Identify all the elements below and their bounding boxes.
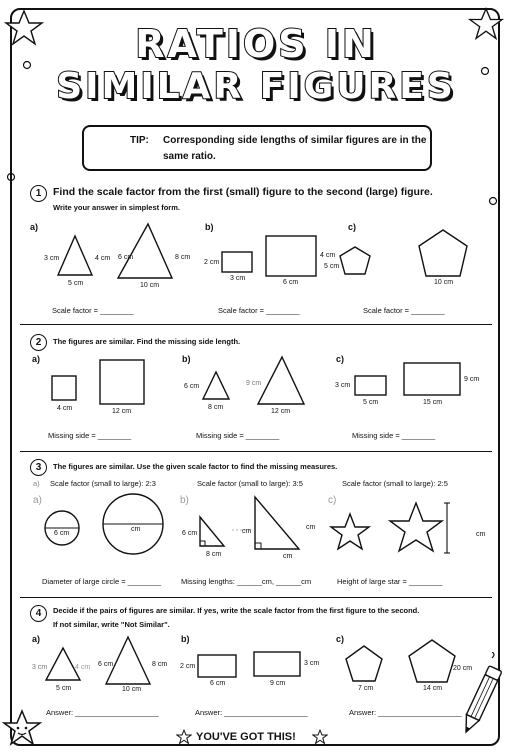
- small-pentagon: [346, 646, 382, 681]
- label: 2 cm: [204, 259, 220, 266]
- part-letter: b): [205, 222, 214, 232]
- pencil-icon: [462, 652, 504, 744]
- label: cm: [476, 531, 486, 538]
- label: cm: [283, 553, 293, 560]
- question-number: 1: [30, 185, 47, 202]
- label: 12 cm: [271, 408, 291, 415]
- label: cm: [242, 528, 252, 535]
- q4-sub: If not similar, write "Not Similar".: [53, 620, 170, 629]
- part-letter: c): [336, 634, 345, 644]
- label: 2 cm: [180, 663, 196, 670]
- part-letter: b): [182, 354, 191, 364]
- label: 6 cm: [98, 661, 114, 668]
- part-letter: a): [33, 479, 40, 488]
- label: 10 cm: [122, 686, 142, 693]
- part-letter: a): [30, 222, 39, 232]
- part-letter: b): [180, 495, 189, 506]
- label: 9 cm: [464, 376, 480, 383]
- label: 5 cm: [324, 263, 340, 270]
- label: 14 cm: [423, 685, 443, 692]
- label: 3 cm: [335, 382, 351, 389]
- label: 5 cm: [68, 280, 84, 287]
- large-pentagon: [409, 640, 455, 682]
- answer-line[interactable]: Diameter of large circle = ________: [42, 577, 162, 586]
- label: 6 cm: [118, 254, 134, 261]
- label: 8 cm: [175, 254, 191, 261]
- label: 15 cm: [423, 399, 443, 406]
- label: 8 cm: [152, 661, 168, 668]
- answer-line[interactable]: Scale factor = ________: [52, 306, 134, 315]
- question-number: 2: [30, 334, 47, 351]
- label: 5 cm: [56, 685, 72, 692]
- label: 4 cm: [75, 664, 91, 671]
- label: 8 cm: [206, 551, 222, 558]
- part-letter: b): [181, 634, 190, 644]
- q4-instruction: Decide if the pairs of figures are similar. If yes, write the scale factor from the first figure to the second.: [53, 606, 420, 615]
- q1-sub: Write your answer in simplest form.: [53, 203, 180, 212]
- part-letter: a): [32, 354, 41, 364]
- answer-line[interactable]: Missing side = ________: [196, 431, 280, 440]
- q1-instruction: Find the scale factor from the first (small) figure to the second (large) figure.: [53, 186, 433, 198]
- label: 12 cm: [112, 408, 132, 415]
- label: 6 cm: [210, 680, 226, 687]
- scale-factor: Scale factor (small to large): 3:5: [197, 479, 303, 488]
- tip-text-line-2: same ratio.: [163, 151, 216, 162]
- label: 20 cm: [453, 665, 473, 672]
- tip-text-line-1: Corresponding side lengths of similar figures are in the: [163, 135, 427, 146]
- answer-line[interactable]: Height of large star = ________: [337, 577, 443, 586]
- footer-message: YOU'VE GOT THIS!: [196, 731, 296, 743]
- label: 7 cm: [358, 685, 374, 692]
- answer-line[interactable]: Missing side = ________: [352, 431, 436, 440]
- label: 8 cm: [208, 404, 224, 411]
- scale-factor: Scale factor (small to large): 2:5: [342, 479, 448, 488]
- label: 6 cm: [182, 530, 198, 537]
- label: 10 cm: [140, 282, 160, 289]
- tip-label: TIP:: [130, 135, 149, 146]
- question-number: 4: [30, 605, 47, 622]
- large-rectangle: [254, 652, 300, 676]
- part-letter: a): [32, 634, 41, 644]
- scale-factor: Scale factor (small to large): 2:3: [50, 479, 156, 488]
- part-letter: c): [328, 495, 337, 506]
- label: 3 cm: [230, 275, 246, 282]
- question-number: 3: [30, 459, 47, 476]
- part-letter: c): [336, 354, 345, 364]
- label: 4 cm: [57, 405, 73, 412]
- label: 9 cm: [246, 380, 262, 387]
- label: 6 cm: [54, 530, 70, 537]
- title-line-1: RATIOS IN: [135, 22, 377, 66]
- small-rectangle: [198, 655, 236, 677]
- answer-line[interactable]: Answer: ____________________: [195, 708, 308, 717]
- label: 10 cm: [434, 279, 454, 286]
- label: 9 cm: [270, 680, 286, 687]
- label: 4 cm: [95, 255, 111, 262]
- answer-line[interactable]: Missing lengths: ______cm, ______cm: [181, 577, 312, 586]
- label: 6 cm: [283, 279, 299, 286]
- label: 5 cm: [363, 399, 379, 406]
- answer-line[interactable]: Scale factor = ________: [218, 306, 300, 315]
- label: 3 cm: [44, 255, 60, 262]
- q3-instruction: The figures are similar. Use the given scale factor to find the missing measures.: [53, 462, 338, 471]
- star-icon: [176, 729, 192, 745]
- q2-instruction: The figures are similar. Find the missing side length.: [53, 337, 241, 346]
- label: cm: [131, 526, 141, 533]
- title-line-2: SIMILAR FIGURES: [56, 66, 456, 107]
- answer-line[interactable]: Answer: ____________________: [349, 708, 462, 717]
- part-letter: a): [33, 495, 42, 506]
- answer-line[interactable]: Missing side = ________: [48, 431, 132, 440]
- answer-line[interactable]: Scale factor = ________: [363, 306, 445, 315]
- label: 4 cm: [320, 252, 336, 259]
- part-letter: c): [348, 222, 357, 232]
- star-icon: [312, 729, 328, 745]
- label: 3 cm: [304, 660, 320, 667]
- label: cm: [306, 524, 316, 531]
- answer-line[interactable]: Answer: ____________________: [46, 708, 159, 717]
- label: 3 cm: [32, 664, 48, 671]
- label: 6 cm: [184, 383, 200, 390]
